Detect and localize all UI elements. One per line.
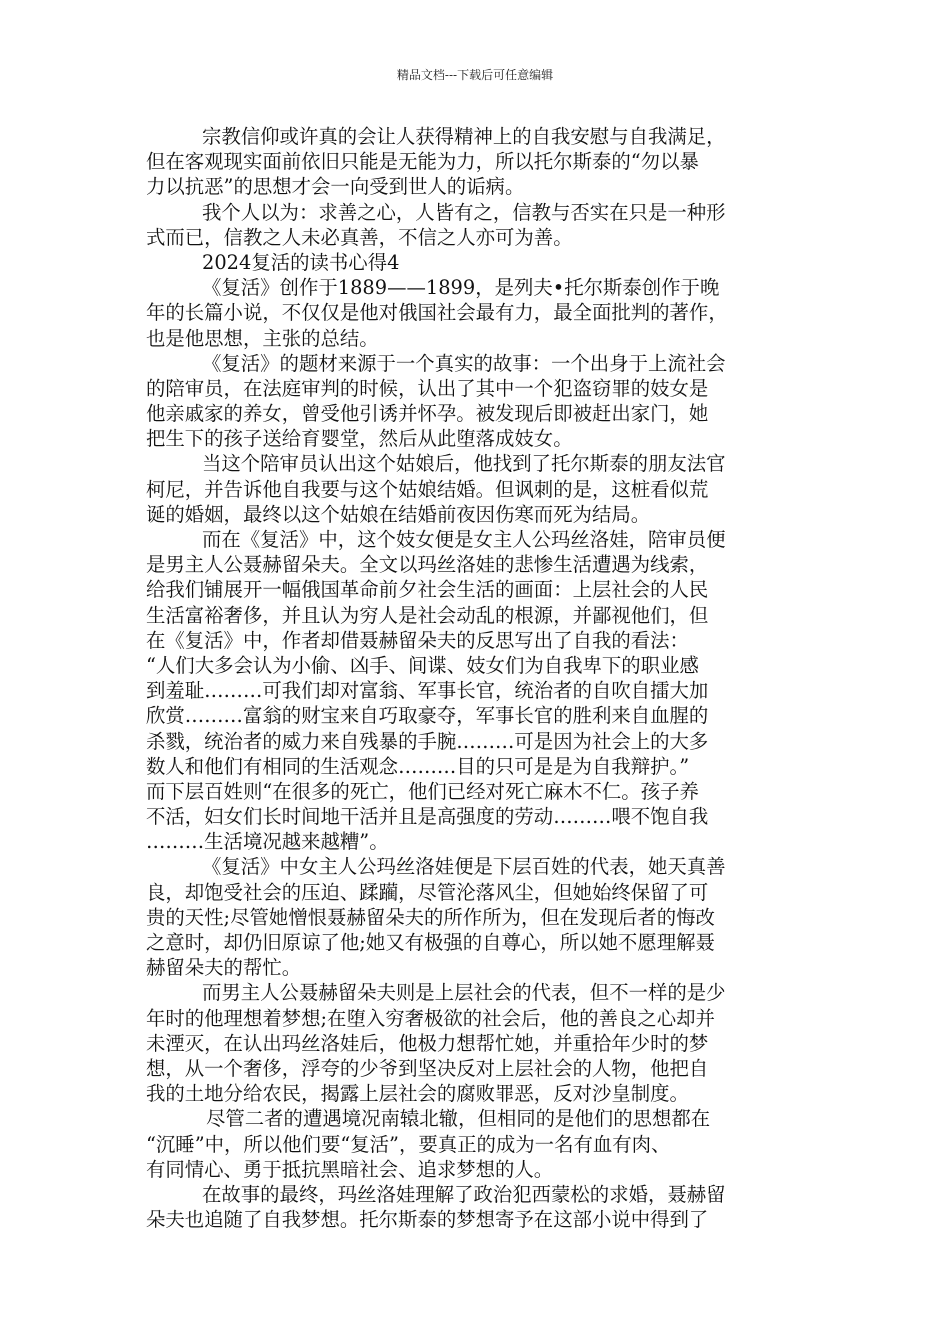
text-line: 我个人以为：求善之心，人皆有之，信教与否实在只是一种形 <box>202 200 726 224</box>
text-line: 不活，妇女们长时间地干活并且是高强度的劳动………喂不饱自我 <box>146 805 709 829</box>
text-line: 朵夫也追随了自我梦想。托尔斯泰的梦想寄予在这部小说中得到了 <box>146 1208 709 1232</box>
text-line: 年的长篇小说，不仅仅是他对俄国社会最有力，最全面批判的著作， <box>146 301 728 325</box>
text-line: 而在《复活》中，这个妓女便是女主人公玛丝洛娃，陪审员便 <box>202 528 726 551</box>
text-line: 《复活》中女主人公玛丝洛娃便是下层百姓的代表，她天真善 <box>202 855 726 879</box>
text-line: 也是他思想，主张的总结。 <box>146 326 379 350</box>
text-line: 柯尼，并告诉他自我要与这个姑娘结婚。但讽刺的是，这桩看似荒 <box>146 477 709 501</box>
text-line: 2024复活的读书心得4 <box>202 250 400 274</box>
text-line: 在《复活》中，作者却借聂赫留朵夫的反思写出了自我的看法： <box>146 628 689 652</box>
text-line: 尽管二者的遭遇境况南辕北辙，但相同的是他们的思想都在 <box>206 1107 711 1131</box>
text-line: 年时的他理想着梦想;在堕入穷奢极欲的社会后，他的善良之心却并 <box>146 1006 715 1030</box>
text-line: 的陪审员，在法庭审判的时候，认出了其中一个犯盗窃罪的妓女是 <box>146 376 709 400</box>
text-line: 而男主人公聂赫留朵夫则是上层社会的代表，但不一样的是少 <box>202 981 726 1005</box>
document-body <box>146 124 808 1232</box>
text-line: 之意时，却仍旧原谅了他;她又有极强的自尊心，所以她不愿理解聂 <box>146 931 715 954</box>
text-line: 杀戮，统治者的威力来自残暴的手腕………可是因为社会上的大多 <box>146 729 709 753</box>
text-line: 是男主人公聂赫留朵夫。全文以玛丝洛娃的悲惨生活遭遇为线索， <box>146 553 709 577</box>
text-line: 诞的婚姻，最终以这个姑娘在结婚前夜因伤寒而死为结局。 <box>146 502 651 526</box>
text-line: 宗教信仰或许真的会让人获得精神上的自我安慰与自我满足， <box>202 125 726 148</box>
text-line: 力以抗恶”的思想才会一向受到世人的诟病。 <box>146 175 525 199</box>
text-line: 给我们铺展开一幅俄国革命前夕社会生活的画面：上层社会的人民 <box>146 578 709 602</box>
text-line: 未湮灭，在认出玛丝洛娃后，他极力想帮忙她，并重拾年少时的梦 <box>146 1031 709 1055</box>
text-line: 欣赏………富翁的财宝来自巧取豪夺，军事长官的胜利来自血腥的 <box>146 704 709 728</box>
text-line: 有同情心、勇于抵抗黑暗社会、追求梦想的人。 <box>146 1157 554 1181</box>
text-line: 良，却饱受社会的压迫、蹂躏，尽管沦落风尘，但她始终保留了可 <box>146 880 709 904</box>
text-line: 我的土地分给农民，揭露上层社会的腐败罪恶，反对沙皇制度。 <box>146 1082 689 1106</box>
text-line: 赫留朵夫的帮忙。 <box>146 956 302 980</box>
text-line: 贵的天性;尽管她憎恨聂赫留朵夫的所作所为，但在发现后者的悔改 <box>146 905 715 929</box>
text-line: 在故事的最终，玛丝洛娃理解了政治犯西蒙松的求婚，聂赫留 <box>202 1182 726 1206</box>
text-line: 但在客观现实面前依旧只能是无能为力，所以托尔斯泰的“勿以暴 <box>146 150 699 174</box>
text-line: 《复活》的题材来源于一个真实的故事：一个出身于上流社会 <box>202 351 726 375</box>
text-line: 生活富裕奢侈，并且认为穷人是社会动乱的根源，并鄙视他们，但 <box>146 603 709 627</box>
text-line: 当这个陪审员认出这个姑娘后，他找到了托尔斯泰的朋友法官 <box>202 452 726 476</box>
text-line: 而下层百姓则“在很多的死亡，他们已经对死亡麻木不仁。孩子养 <box>146 779 699 803</box>
page-header: 精品文档---下载后可任意编辑 <box>396 68 554 82</box>
text-line: 他亲戚家的养女，曾受他引诱并怀孕。被发现后即被赶出家门，她 <box>146 402 709 426</box>
text-line: 到羞耻………可我们却对富翁、军事长官，统治者的自吹自擂大加 <box>146 679 709 703</box>
text-line: 把生下的孩子送给育婴堂，然后从此堕落成妓女。 <box>146 427 573 451</box>
text-line: 《复活》创作于1889——1899，是列夫•托尔斯泰创作于晚 <box>202 276 720 300</box>
text-line: “人们大多会认为小偷、凶手、间谍、妓女们为自我卑下的职业感 <box>146 653 699 677</box>
text-line: 数人和他们有相同的生活观念………目的只可是是为自我辩护。” <box>146 754 690 778</box>
text-line: 式而已，信教之人未必真善，不信之人亦可为善。 <box>146 225 573 249</box>
text-line: ………生活境况越来越糟”。 <box>146 830 389 854</box>
text-line: 想，从一个奢侈，浮夸的少爷到坚决反对上层社会的人物，他把自 <box>146 1056 709 1080</box>
text-line: “沉睡”中，所以他们要“复活”，要真正的成为一名有血有肉、 <box>146 1132 671 1156</box>
